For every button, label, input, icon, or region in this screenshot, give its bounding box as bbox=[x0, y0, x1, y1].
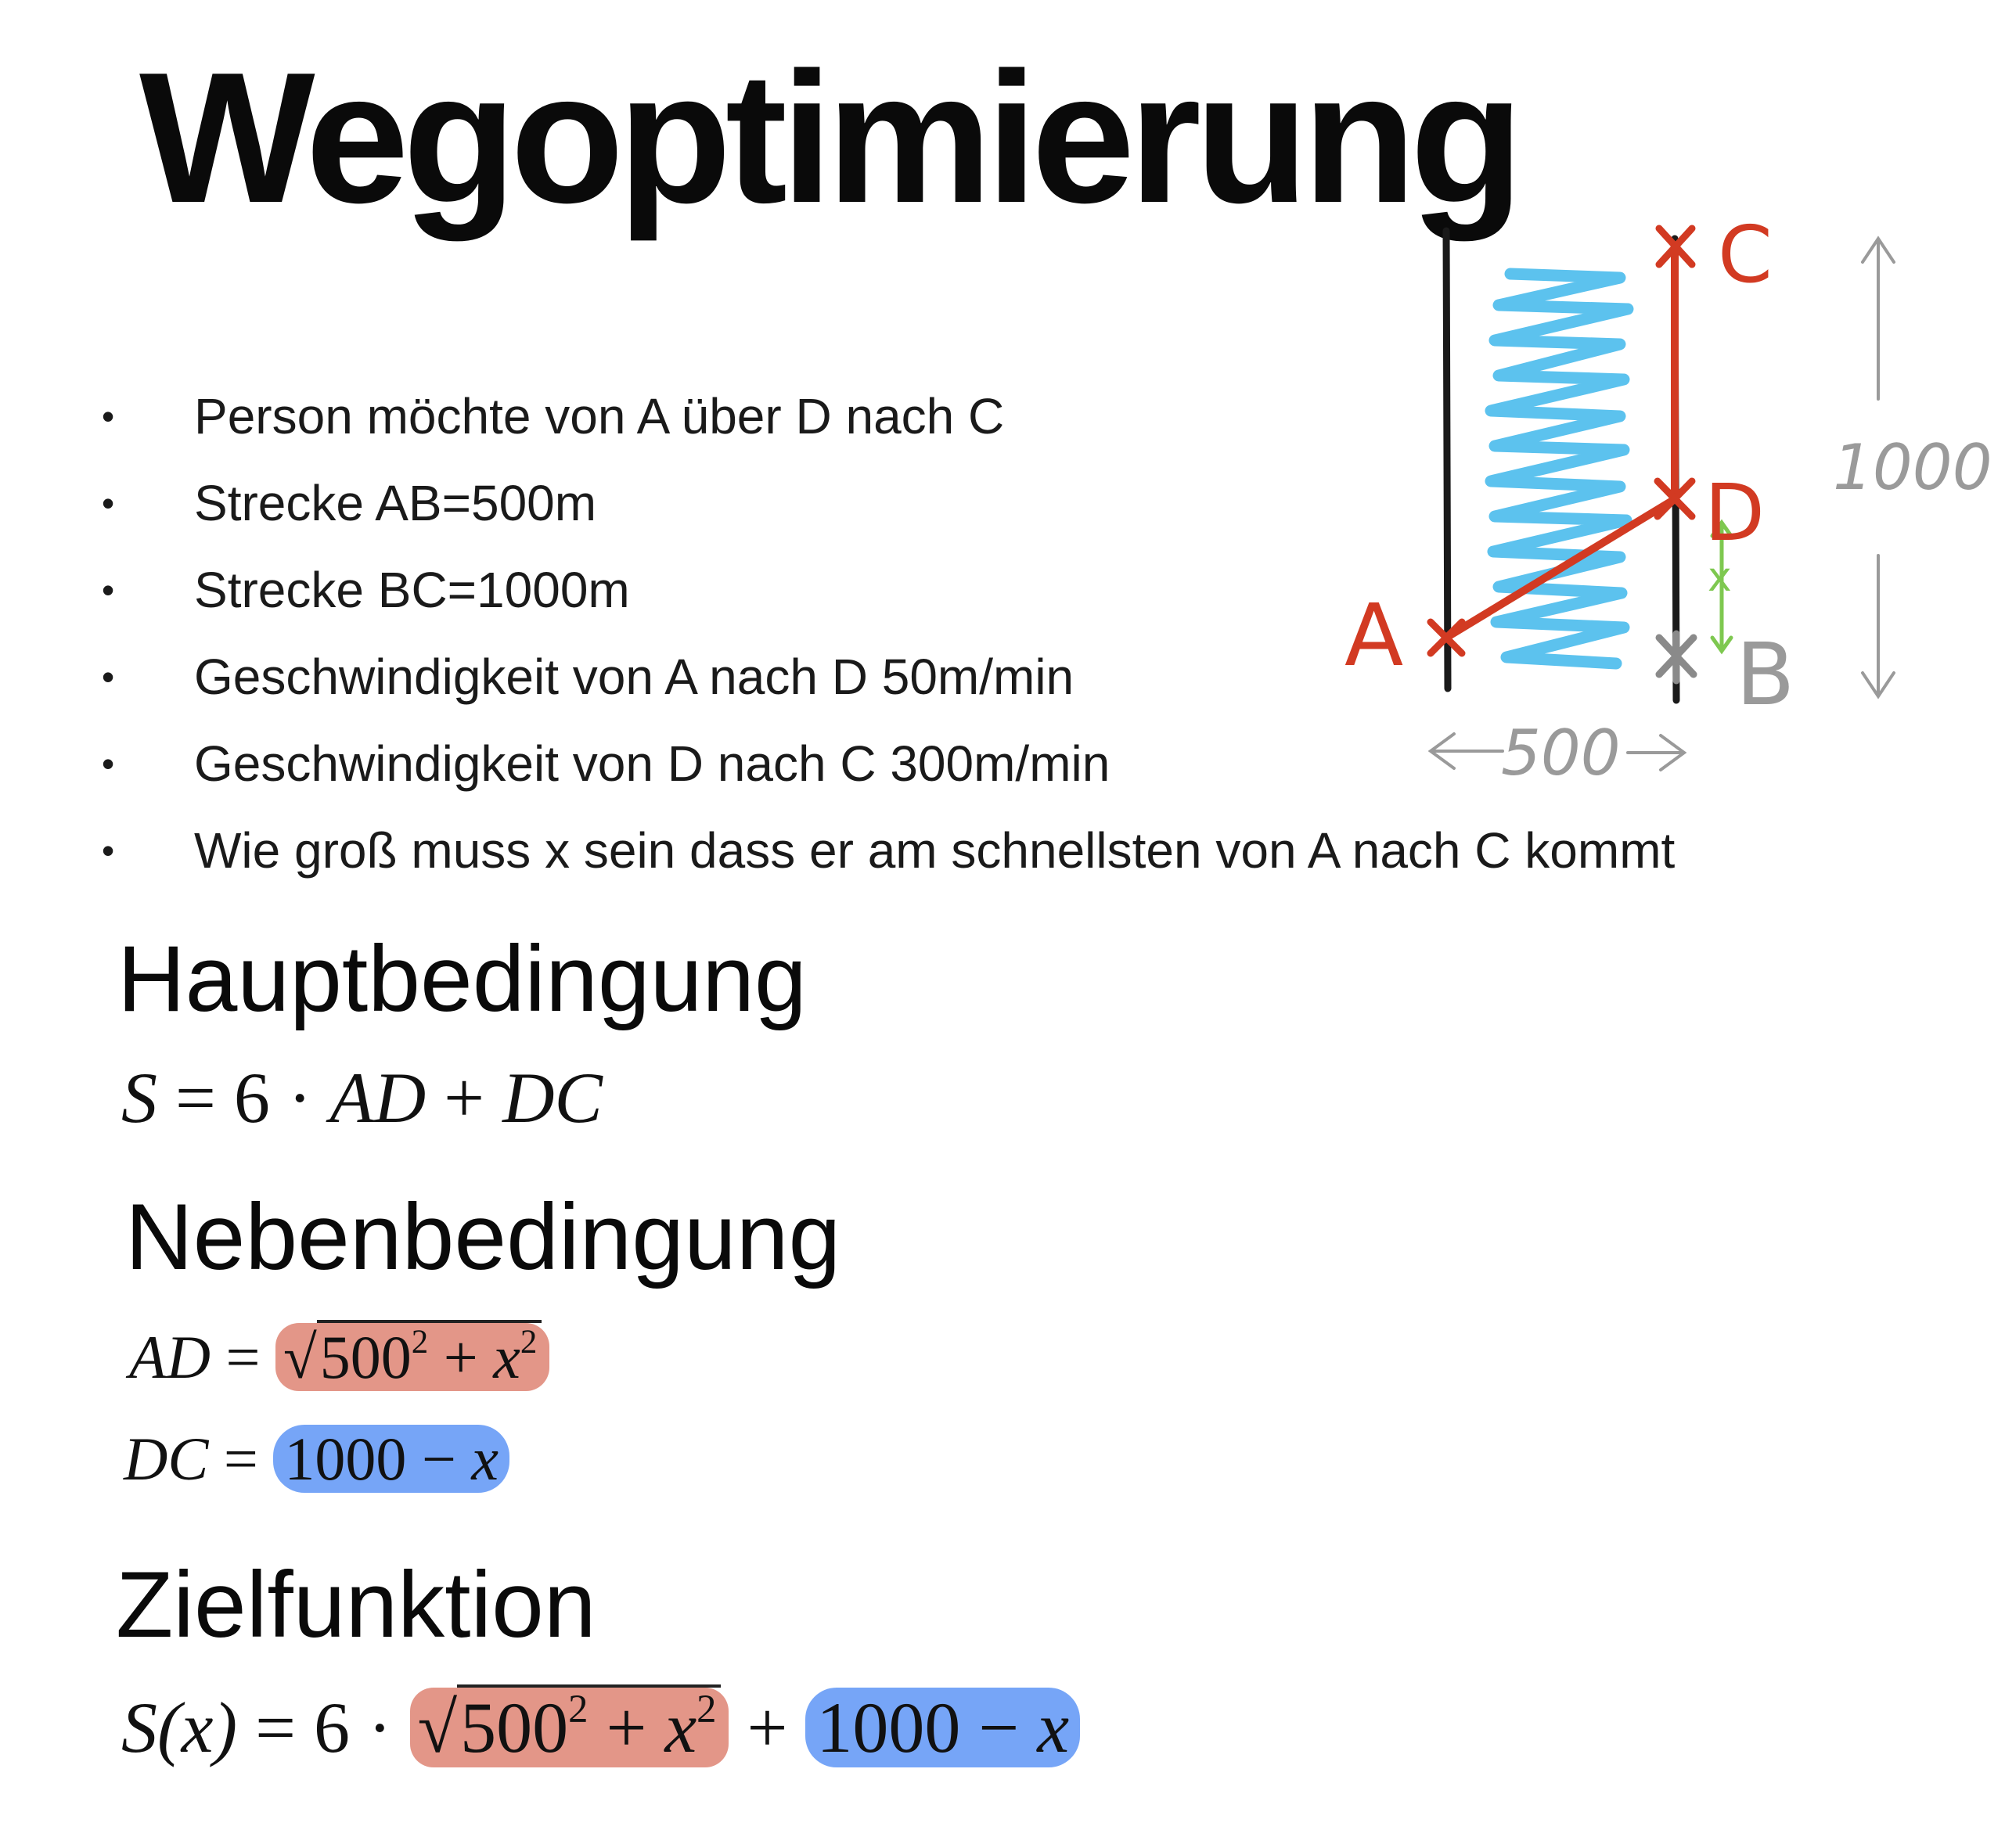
ziel-num: 1000 bbox=[816, 1688, 961, 1767]
bullet-dot: • bbox=[102, 743, 115, 784]
bullet-dot: • bbox=[102, 396, 115, 437]
river-water-scribble bbox=[1491, 274, 1628, 663]
ziel-eq: = bbox=[255, 1688, 296, 1767]
river-sketch bbox=[1330, 211, 1996, 806]
ad-radicand bbox=[317, 1320, 542, 1391]
formula-eq: = bbox=[175, 1058, 216, 1138]
zielfunktion-heading: Zielfunktion bbox=[116, 1552, 596, 1657]
left-bank-line bbox=[1446, 231, 1448, 689]
formula-term-dc: DC bbox=[502, 1058, 603, 1138]
ziel-factor: 6 bbox=[314, 1688, 350, 1767]
nebenbedingung-ad-formula bbox=[129, 1322, 549, 1393]
label-d: D bbox=[1704, 467, 1766, 559]
dc-eq: = bbox=[223, 1425, 258, 1493]
nebenbedingung-heading: Nebenbedingung bbox=[125, 1185, 841, 1289]
bullet-text: Geschwindigkeit von D nach C 300m/min bbox=[194, 735, 1110, 792]
page-title: Wegoptimierung bbox=[139, 34, 1518, 242]
ziel-var-inner: x bbox=[664, 1688, 697, 1767]
hauptbedingung-formula bbox=[121, 1056, 603, 1139]
ziel-dot: · bbox=[368, 1688, 392, 1767]
label-x: x bbox=[1708, 554, 1732, 601]
bullet-dot: • bbox=[102, 830, 115, 871]
formula-dot: · bbox=[287, 1058, 312, 1138]
ziel-base: 500 bbox=[460, 1688, 569, 1767]
bullet-text: Wie groß muss x sein dass er am schnellsten von A nach C kommt bbox=[194, 822, 1676, 879]
ad-eq: = bbox=[225, 1323, 261, 1391]
dc-highlighted-expr bbox=[273, 1425, 509, 1493]
formula-lhs: S bbox=[121, 1058, 157, 1138]
formula-plus: + bbox=[444, 1058, 485, 1138]
ziel-minus: − bbox=[978, 1688, 1020, 1767]
ziel-highlighted-expr bbox=[805, 1688, 1080, 1767]
sqrt-sign: √ bbox=[283, 1323, 317, 1391]
ziel-lhs: S(x) bbox=[121, 1688, 238, 1767]
dc-lhs: DC bbox=[124, 1425, 209, 1493]
ziel-plus: + bbox=[747, 1688, 788, 1767]
ziel-exp: 2 bbox=[568, 1687, 589, 1731]
ziel-var-exp: 2 bbox=[697, 1687, 717, 1731]
bullet-dot: • bbox=[102, 570, 115, 610]
ad-lhs: AD bbox=[129, 1323, 211, 1391]
ad-plus: + bbox=[443, 1323, 478, 1391]
ad-exp: 2 bbox=[411, 1323, 429, 1361]
label-width: 500 bbox=[1501, 717, 1621, 789]
dc-minus: − bbox=[421, 1425, 456, 1493]
cross-b-marker bbox=[1659, 634, 1694, 681]
label-c: C bbox=[1718, 211, 1773, 300]
label-height: 1000 bbox=[1833, 431, 1992, 504]
formula-factor: 6 bbox=[233, 1058, 270, 1138]
bullet-text: Geschwindigkeit von A nach D 50m/min bbox=[194, 649, 1074, 705]
dc-num: 1000 bbox=[284, 1425, 407, 1493]
ad-var: x bbox=[493, 1323, 520, 1391]
nebenbedingung-dc-formula bbox=[124, 1424, 509, 1494]
bullet-text: Person möchte von A über D nach C bbox=[194, 388, 1005, 444]
hauptbedingung-heading: Hauptbedingung bbox=[117, 926, 807, 1031]
bullet-dot: • bbox=[102, 483, 115, 523]
list-item bbox=[102, 811, 1675, 898]
label-a: A bbox=[1344, 585, 1404, 685]
bullet-dot: • bbox=[102, 656, 115, 697]
ziel-highlighted-root bbox=[410, 1688, 729, 1767]
ad-highlighted-root bbox=[275, 1323, 549, 1391]
dc-var: x bbox=[471, 1425, 499, 1493]
ad-base: 500 bbox=[319, 1323, 412, 1391]
formula-term-ad: AD bbox=[329, 1058, 427, 1138]
bullet-text: Strecke AB=500m bbox=[194, 475, 597, 531]
sqrt-sign: √ bbox=[417, 1688, 458, 1767]
ziel-plus-inner: + bbox=[606, 1688, 647, 1767]
label-b: B bbox=[1736, 624, 1795, 724]
zielfunktion-formula bbox=[121, 1686, 1080, 1769]
ziel-var: x bbox=[1037, 1688, 1070, 1767]
bullet-text: Strecke BC=1000m bbox=[194, 562, 630, 618]
ad-var-exp: 2 bbox=[520, 1323, 538, 1361]
ziel-radicand bbox=[457, 1684, 721, 1767]
